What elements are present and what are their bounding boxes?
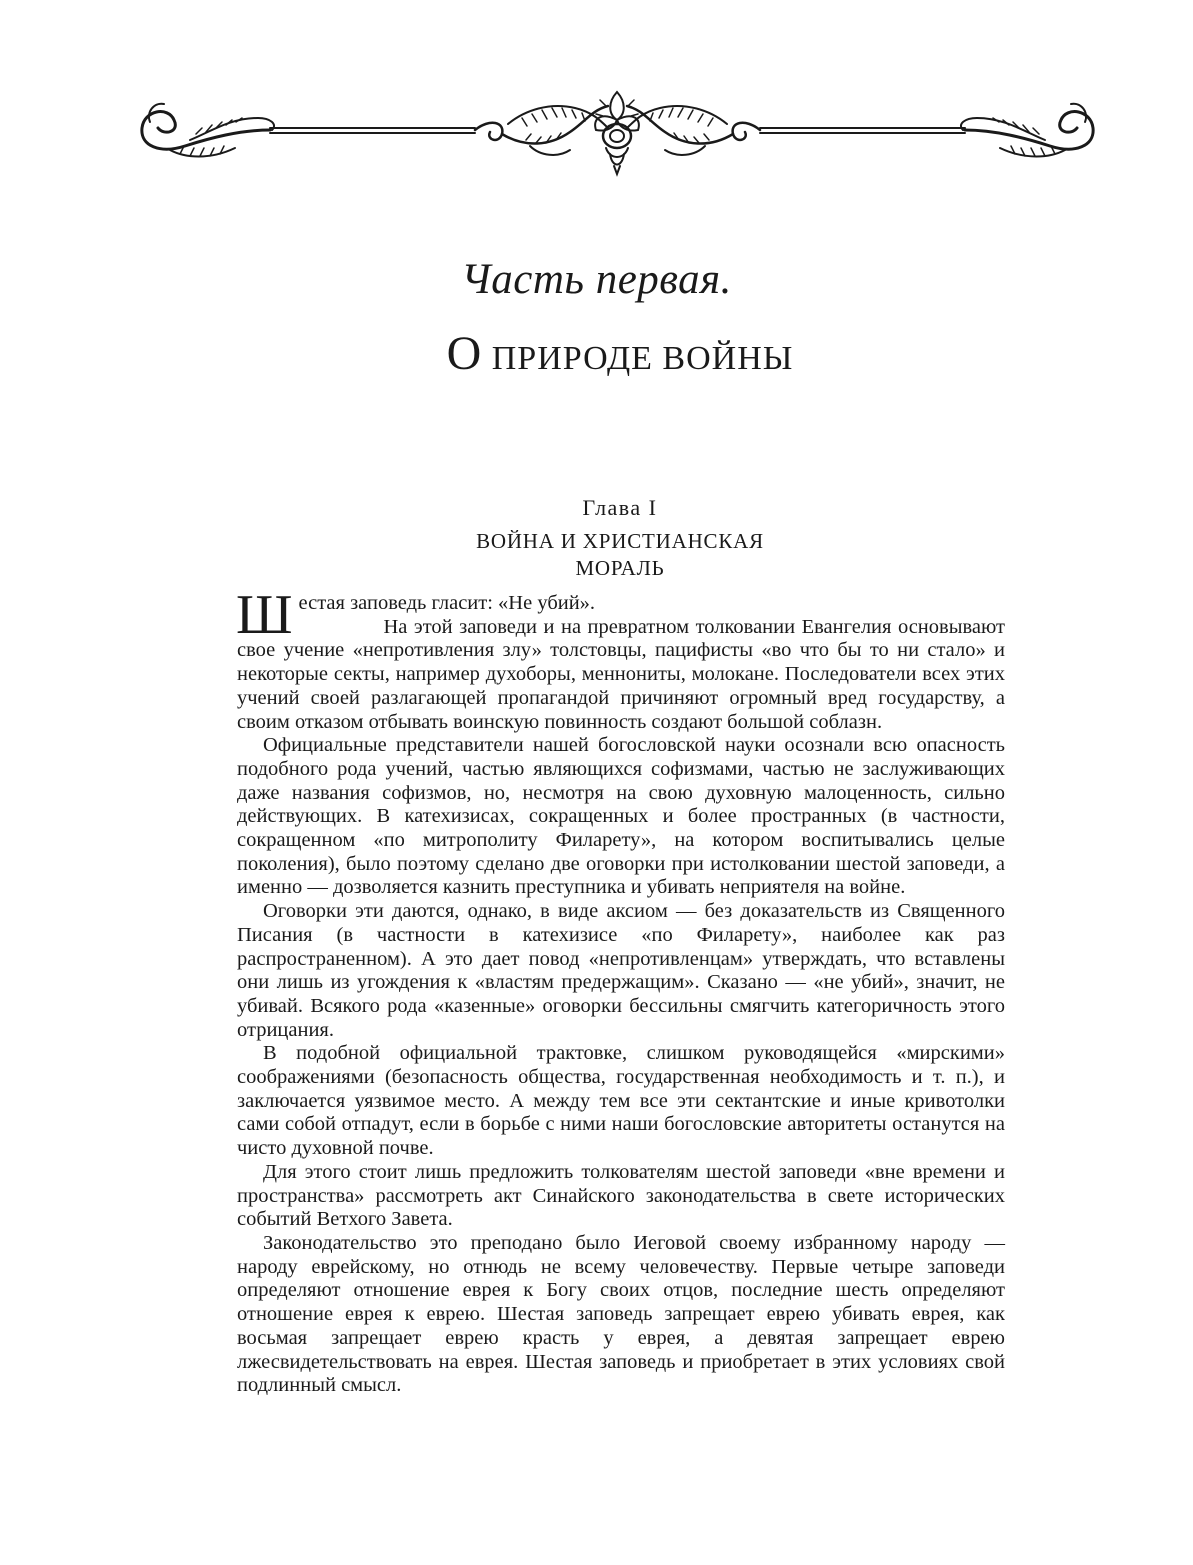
paragraph: В подобной официальной трактовке, слишком руководящейся «мирскими» соображениями (безопасность общества, государственная необходимость и т. п.), и заключается уязвимое место. А между тем все эти сектантские и иные кривотолки сами собой отпадут, если в борьбе с ними наши богословские авторитеты останутся на чисто духовной почве.: [237, 1042, 1005, 1160]
paragraph: Оговорки эти даются, однако, в виде аксиом — без доказательств из Священного Писания (в частности в катехизисе «по Филарету», наиболее как раз распространенном). А это дает повод «непротивленцам» утверждать, что вставлены они лишь из угождения к «властям предержащим». Сказано — «не убий», значит, не убивай. Всякого рода «казенные» оговорки бессильны смягчить категоричность этого отрицания.: [237, 900, 1005, 1041]
paragraph: Для этого стоит лишь предложить толкователям шестой заповеди «вне времени и пространства» рассмотреть акт Синайского законодательства в свете исторических событий Ветхого Завета.: [237, 1160, 1005, 1231]
part-subtitle-rest: ПРИРОДЕ ВОЙНЫ: [482, 340, 794, 377]
chapter-title: [0, 528, 1193, 582]
drop-cap: Ш: [236, 584, 293, 646]
paragraph: Официальные представители нашей богословской науки осознали всю опасность подобного рода учений, частью являющихся софизмами, частью не заслуживающих даже названия софизмов, но, несмотря на свою духовную малоценность, сильно действующих. В катехизисах, сокращенных и более пространных (в частности, сокращенном «по митрополиту Филарету», на котором воспитывались целые поколения), было поэтому сделано две оговорки при истолковании шестой заповеди, а именно — дозволяется казнить преступника и убивать неприятеля на войне.: [237, 734, 1005, 899]
first-paragraph-text: На этой заповеди и на превратном толковании Евангелия основывают свое учение «непротивления злу» толстовцы, пацифисты «во что бы то ни стало» и некоторые секты, например духоборы, меннониты, молокане. Последователи всех этих учений своей разлагающей пропагандой причиняют огромный вред государству, а своим отказом отбывать воинскую повинность создают большой соблазн.: [237, 615, 1005, 733]
chapter-label: Глава I: [582, 495, 658, 520]
part-subtitle: [0, 326, 1193, 381]
first-line: естая заповедь гласит: «Не убий».: [298, 592, 596, 614]
first-paragraph: [236, 584, 1005, 734]
body-text: [236, 584, 1005, 1398]
part-subtitle-initial: О: [446, 327, 483, 380]
chapter-title-line-1: ВОЙНА И ХРИСТИАНСКАЯ: [476, 529, 764, 553]
chapter-title-line-2: МОРАЛЬ: [575, 556, 665, 580]
part-title: Часть первая.: [461, 256, 732, 303]
paragraph: Законодательство это преподано было Иеговой своему избранному народу — народу еврейскому, но отнюдь не всему человечеству. Первые четыре заповеди определяют отношение еврея к Богу своих отцов, последние шесть определяют отношение еврея к еврею. Шестая заповедь запрещает еврею убивать еврея, как восьмая запрещает еврею красть у еврея, а девятая запрещает еврею лжесвидетельствовать на еврея. Шестая заповедь и приобретает в этих условиях свой подлинный смысл.: [237, 1231, 1005, 1397]
baroque-scroll-divider-icon: [130, 88, 1105, 178]
